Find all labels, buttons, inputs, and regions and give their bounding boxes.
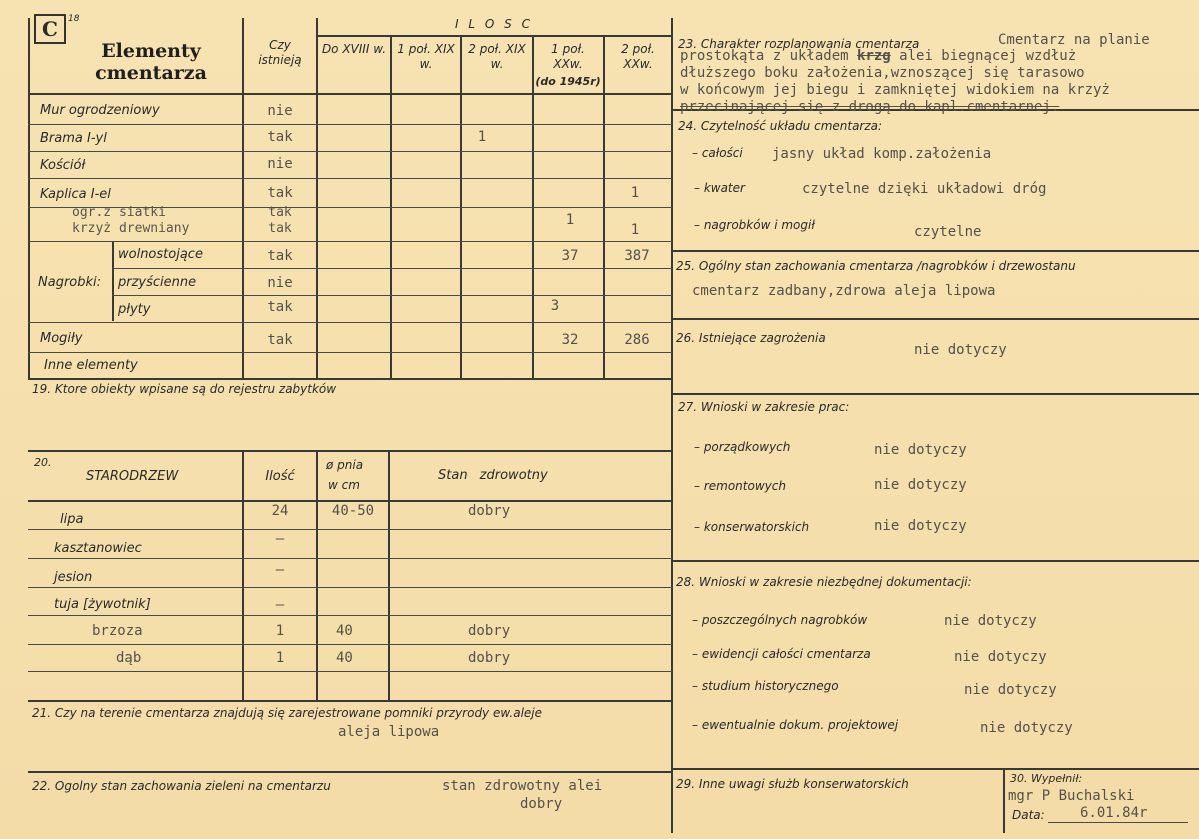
tree-row-stan: dobry xyxy=(468,650,511,666)
col-header-ilosc: I L O S C xyxy=(455,17,533,31)
grid-line xyxy=(28,450,672,452)
cell-mur-czy: nie xyxy=(267,103,293,119)
cell-plyty-czy: tak xyxy=(267,299,293,315)
section-29-label: 29. Inne uwagi służb konserwatorskich xyxy=(676,777,909,791)
tree-row-ilosc: – xyxy=(275,531,285,547)
section-27-konserwatorskie-label: – konserwatorskich xyxy=(694,520,810,534)
col-header-xviii: Do XVIII w. xyxy=(321,42,387,56)
grid-line xyxy=(28,378,672,380)
grid-line xyxy=(28,644,672,645)
section-23-text-2b: alei biegnącej wzdłuż xyxy=(890,48,1077,64)
tree-row-ilosc: 24 xyxy=(271,503,289,519)
section-28-ewidencja-label: – ewidencji całości cmentarza xyxy=(692,647,871,661)
cell-brama-xix2: 1 xyxy=(477,129,487,145)
section-25-value: cmentarz zadbany,zdrowa aleja lipowa xyxy=(692,283,996,299)
section-23-text-3: dłuższego boku założenia,wznoszącej się tarasowo xyxy=(680,65,1085,81)
section-24-nagrobki-label: – nagrobków i mogił xyxy=(694,218,815,232)
tree-col-header-fi: ø pnia xyxy=(326,458,364,472)
cell-mogily-xx1: 32 xyxy=(561,332,579,348)
section-24-label: 24. Czytelność układu cmentarza: xyxy=(678,119,883,133)
grid-line xyxy=(316,450,318,701)
tree-row-fi: 40 xyxy=(336,650,353,666)
cell-wolno-xx1: 37 xyxy=(561,248,579,264)
tree-col-header-stan: Stan zdrowotny xyxy=(438,468,548,483)
cell-krzyz-xx1: 1 xyxy=(565,212,575,228)
col-header-czy: Czy istnieją xyxy=(258,38,302,67)
grid-line xyxy=(28,700,672,702)
grid-line xyxy=(672,560,1199,562)
row-label-inne: Inne elementy xyxy=(44,358,138,373)
row-label-brama: Brama I-yl xyxy=(40,131,107,146)
grid-line xyxy=(28,615,672,616)
col-header-xx1: 1 poł. XXw. xyxy=(551,42,585,71)
row-label-mur: Mur ogrodzeniowy xyxy=(40,103,160,118)
tree-row-stan: dobry xyxy=(468,503,511,519)
grid-line xyxy=(28,178,672,179)
section-30-label: 30. Wypełnił: xyxy=(1010,772,1083,785)
title-line1: Elementy xyxy=(101,40,201,62)
cell-wolno-czy: tak xyxy=(267,248,293,264)
tree-row-name: kasztanowiec xyxy=(54,541,142,556)
section-20-number: 20. xyxy=(34,456,52,469)
section-27-label: 27. Wnioski w zakresie prac: xyxy=(678,400,850,414)
section-28-label: 28. Wnioski w zakresie niezbędnej dokumentacji: xyxy=(676,575,972,589)
title-line2: cmentarza xyxy=(95,62,207,84)
section-24-calosci-label: – całości xyxy=(692,146,743,160)
row-label-nagrobki: Nagrobki: xyxy=(38,275,102,290)
cell-plyty-xx1: 3 xyxy=(550,298,560,314)
col-header-xx2: 2 poł. XXw. xyxy=(621,42,655,71)
cell-wolno-xx2: 387 xyxy=(624,248,650,264)
cell-krzyz-czy: tak xyxy=(268,221,292,236)
row-label-wolnostojace: wolnostojące xyxy=(118,247,203,262)
grid-line xyxy=(1003,768,1005,833)
section-23-struck-word: krzg xyxy=(857,48,891,64)
section-30-date-value: 6.01.84r xyxy=(1080,805,1148,821)
section-21-value: aleja lipowa xyxy=(338,724,440,740)
tree-row-name: brzoza xyxy=(92,623,143,639)
tree-row-ilosc: 1 xyxy=(275,623,285,639)
section-23-label: 23. Charakter rozplanowania cmentarza xyxy=(678,37,920,51)
section-25-label: 25. Ogólny stan zachowania cmentarza /nagrobków i drzewostanu xyxy=(676,259,1076,273)
grid-line xyxy=(28,151,672,152)
section-28-studium-label: – studium historycznego xyxy=(692,679,839,693)
grid-line xyxy=(460,36,462,380)
grid-line xyxy=(112,268,672,269)
section-28-projektowa-value: nie dotyczy xyxy=(980,720,1073,736)
date-underline xyxy=(1048,822,1188,823)
col-header-xix2: 2 poł. XIX w. xyxy=(468,42,526,71)
section-23-text-2 xyxy=(680,48,1076,64)
row-label-kosciol: Kościół xyxy=(40,158,86,173)
section-23-text-1: Cmentarz na planie xyxy=(998,32,1150,48)
row-label-kaplica: Kaplica I-el xyxy=(40,187,111,202)
section-21-label: 21. Czy na terenie cmentarza znajdują się zarejestrowane pomniki przyrody ew.aleje xyxy=(32,706,543,720)
col-header-xx1-note: (do 1945r) xyxy=(535,75,601,88)
grid-line xyxy=(28,771,672,773)
section-27-konserwatorskie-value: nie dotyczy xyxy=(874,518,967,534)
section-23-text-2a: prostokąta z układem xyxy=(680,48,858,64)
card-code-box xyxy=(34,14,66,44)
grid-line xyxy=(112,241,114,321)
tree-row-name: lipa xyxy=(60,512,84,527)
cell-przys-czy: nie xyxy=(267,275,293,291)
section-27-porzadkowe-value: nie dotyczy xyxy=(874,442,967,458)
row-label-plyty: płyty xyxy=(118,302,151,317)
grid-line xyxy=(672,768,1199,770)
cell-krzyz-xx2: 1 xyxy=(630,222,640,238)
card-code: C xyxy=(42,17,58,41)
grid-line xyxy=(28,18,30,380)
grid-line xyxy=(390,36,392,380)
grid-line xyxy=(316,18,318,380)
grid-line xyxy=(28,352,672,353)
tree-row-fi: 40 xyxy=(336,623,353,639)
section-28-ewidencja-value: nie dotyczy xyxy=(954,649,1047,665)
section-22-value: stan zdrowotny alei xyxy=(442,778,603,794)
section-24-kwater-value: czytelne dzięki układowi dróg xyxy=(802,181,1047,197)
tree-row-ilosc: – xyxy=(275,562,285,578)
section-24-nagrobki-value: czytelne xyxy=(914,224,982,240)
grid-line xyxy=(672,250,1199,252)
grid-line xyxy=(28,124,672,125)
tree-row-ilosc: 1 xyxy=(275,650,285,666)
section-27-remontowe-value: nie dotyczy xyxy=(874,477,967,493)
section-28-nagrobki-label: – poszczególnych nagrobków xyxy=(692,613,868,627)
grid-line xyxy=(28,322,672,323)
grid-line xyxy=(28,529,672,530)
section-30-date-label: Data: xyxy=(1012,808,1045,822)
grid-line xyxy=(388,450,390,701)
column-divider xyxy=(671,18,673,833)
cell-kaplica-xx2: 1 xyxy=(630,185,640,201)
section-22-label: 22. Ogolny stan zachowania zieleni na cmentarzu xyxy=(32,779,331,793)
grid-line xyxy=(112,295,672,296)
section-24-kwater-label: – kwater xyxy=(694,181,745,195)
tree-row-stan: dobry xyxy=(468,623,511,639)
cell-kaplica-czy: tak xyxy=(267,185,293,201)
tree-row-name: dąb xyxy=(116,650,142,666)
grid-line xyxy=(28,671,672,672)
row-label-mogily: Mogiły xyxy=(40,331,83,346)
grid-line xyxy=(672,318,1199,320)
tree-row-name: jesion xyxy=(54,570,93,585)
tree-col-header-fi-unit: w cm xyxy=(328,478,360,492)
cell-mogily-czy: tak xyxy=(267,332,293,348)
tree-row-ilosc: – xyxy=(275,597,285,613)
tree-col-header-name: STARODRZEW xyxy=(86,469,179,484)
cell-mogily-xx2: 286 xyxy=(624,332,650,348)
cell-brama-czy: tak xyxy=(267,129,293,145)
col-header-xix1: 1 poł. XIX w. xyxy=(397,42,455,71)
grid-line xyxy=(316,35,672,37)
tree-row-fi: 40-50 xyxy=(331,503,375,519)
tree-row-name: tuja [żywotnik] xyxy=(54,597,151,612)
grid-line xyxy=(603,36,605,380)
section-26-label: 26. Istniejące zagrożenia xyxy=(676,331,826,345)
card-code-number: 18 xyxy=(68,14,80,24)
cell-siatka-czy: tak xyxy=(268,205,292,220)
section-28-studium-value: nie dotyczy xyxy=(964,682,1057,698)
section-30-name: mgr P Buchalski xyxy=(1008,788,1135,804)
section-28-nagrobki-value: nie dotyczy xyxy=(944,613,1037,629)
section-19-label: 19. Ktore obiekty wpisane są do rejestru zabytków xyxy=(32,382,337,396)
grid-line xyxy=(672,393,1199,395)
grid-line xyxy=(28,93,672,95)
section-26-value: nie dotyczy xyxy=(914,342,1007,358)
tree-col-header-ilosc: Ilość xyxy=(265,469,295,484)
row-label-przyscienne: przyścienne xyxy=(118,275,197,290)
section-22-value-2: dobry xyxy=(520,796,563,812)
grid-line xyxy=(28,587,672,588)
cell-kosciol-czy: nie xyxy=(267,156,293,172)
grid-line xyxy=(28,241,672,242)
grid-line xyxy=(28,558,672,559)
section-28-projektowa-label: – ewentualnie dokum. projektowej xyxy=(692,718,899,732)
section-23-text-5: przecinającej się z drogą do kapl.cmentarnej. xyxy=(680,99,1060,115)
section-27-remontowe-label: – remontowych xyxy=(694,479,786,493)
grid-line xyxy=(28,500,672,502)
row-label-ogrodzenie-siatka: ogr.z siatki xyxy=(72,205,166,220)
section-23-text-4: w końcowym jej biegu i zamkniętej widokiem na krzyż xyxy=(680,82,1110,98)
row-label-krzyz: krzyż drewniany xyxy=(72,221,190,236)
section-24-calosci-value: jasny układ komp.założenia xyxy=(772,146,992,162)
section-27-porzadkowe-label: – porządkowych xyxy=(694,440,791,454)
